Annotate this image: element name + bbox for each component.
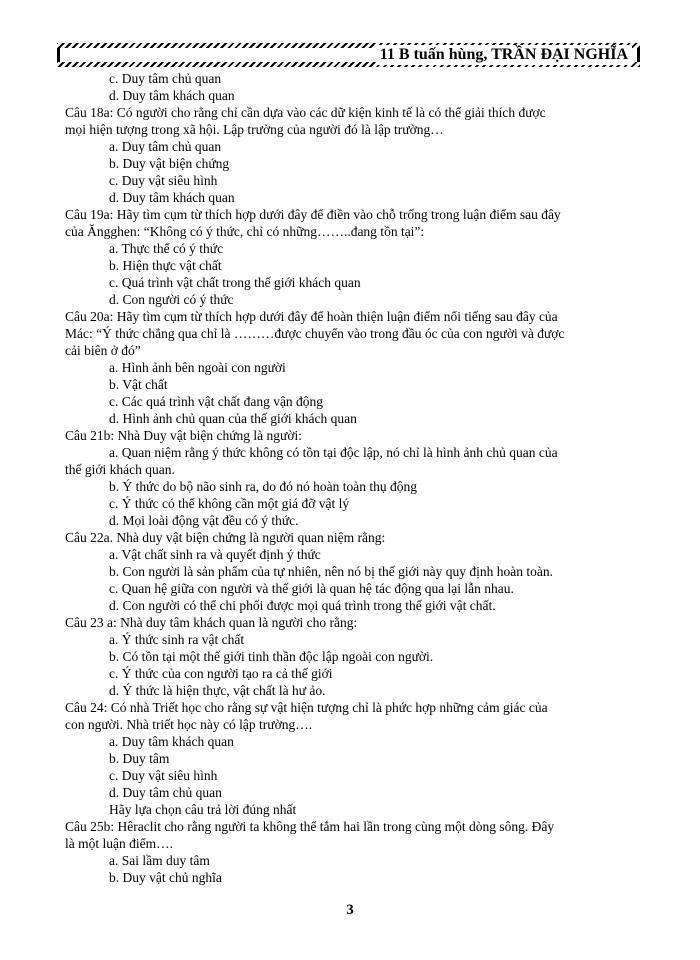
answer-option: d. Hình ảnh chủ quan của thế giới khách quan	[109, 411, 357, 426]
header-title: 11 B tuấn hùng, TRẦN ĐẠI NGHĨA	[376, 45, 632, 65]
question-line: Câu 22a. Nhà duy vật biện chứng là người quan niệm rằng:	[65, 530, 386, 545]
answer-option: Hãy lựa chọn câu trả lời đúng nhất	[109, 802, 297, 817]
answer-option: c. Các quá trình vật chất đang vận động	[109, 394, 324, 409]
answer-option: d. Con người có ý thức	[109, 292, 234, 307]
question-line: con người. Nhà triết học này có lập trường….	[65, 717, 313, 732]
answer-option: c. Duy vật siêu hình	[109, 768, 218, 783]
answer-option: c. Duy vật siêu hình	[109, 173, 218, 188]
answer-option: b. Duy vật biện chứng	[109, 156, 230, 171]
answer-option: a. Duy tâm chủ quan	[109, 139, 222, 154]
header-border-right	[637, 48, 640, 62]
answer-option: d. Duy tâm khách quan	[109, 88, 235, 103]
page-number: 3	[346, 902, 354, 918]
document-body	[65, 70, 645, 886]
answer-option: d. Ý thức là hiện thực, vật chất là hư ảo.	[109, 683, 326, 698]
page-header	[57, 43, 640, 67]
question-line: Câu 25b: Hêraclit cho rằng người ta không thể tắm hai lần trong cùng một dòng sông. Đây	[65, 819, 555, 834]
question-line: thế giới khách quan.	[65, 462, 175, 477]
answer-option: d. Mọi loài động vật đều có ý thức.	[109, 513, 299, 528]
answer-option: b. Hiện thực vật chất	[109, 258, 222, 273]
question-line: Câu 19a: Hãy tìm cụm từ thích hợp dưới đây để điền vào chỗ trống trong luận điểm sau đây	[65, 207, 561, 222]
answer-option: a. Thực thể có ý thức	[109, 241, 224, 256]
answer-option: a. Sai lầm duy tâm	[109, 853, 210, 868]
answer-option: a. Hình ảnh bên ngoài con người	[109, 360, 286, 375]
question-line: Câu 24: Có nhà Triết học cho rằng sự vật hiện tượng chỉ là phức hợp những cảm giác của	[65, 700, 548, 715]
answer-option: c. Quá trình vật chất trong thế giới khách quan	[109, 275, 361, 290]
question-line: Câu 18a: Có người cho rằng chỉ cần dựa vào các dữ kiện kinh tế là có thể giải thích được	[65, 105, 546, 120]
question-line: Câu 23 a: Nhà duy tâm khách quan là người cho rằng:	[65, 615, 358, 630]
answer-option: d. Duy tâm chủ quan	[109, 785, 222, 800]
answer-option: a. Vật chất sinh ra và quyết định ý thức	[109, 547, 321, 562]
question-line: của Ăngghen: “Không có ý thức, chỉ có những……..đang tồn tại”:	[65, 224, 425, 239]
question-line: Mác: “Ý thức chẳng qua chỉ là ………được chuyển vào trong đầu óc của con người và được	[65, 326, 565, 341]
question-line: cải biên ở đó”	[65, 343, 141, 358]
answer-option: d. Con người có thể chi phối được mọi quá trình trong thế giới vật chất.	[109, 598, 496, 613]
answer-option: a. Duy tâm khách quan	[109, 734, 234, 749]
answer-option: c. Ý thức của con người tạo ra cả thế giới	[109, 666, 333, 681]
question-line: mọi hiện tượng trong xã hội. Lập trường của người đó là lập trường…	[65, 122, 444, 137]
header-border-left	[57, 48, 60, 62]
answer-option: b. Duy tâm	[109, 751, 170, 766]
answer-option: b. Con người là sản phẩm của tự nhiên, nên nó bị thế giới này quy định hoàn toàn.	[109, 564, 553, 579]
answer-option: b. Có tồn tại một thế giới tinh thần độc lập ngoài con người.	[109, 649, 434, 664]
answer-option: c. Ý thức có thể không cần một giá đỡ vật lý	[109, 496, 350, 511]
question-line: Câu 21b: Nhà Duy vật biện chứng là người:	[65, 428, 302, 443]
question-line: là một luận điểm….	[65, 836, 173, 851]
answer-option: c. Quan hệ giữa con người và thế giới là quan hệ tác động qua lại lẫn nhau.	[109, 581, 514, 596]
answer-option: c. Duy tâm chủ quan	[109, 71, 222, 86]
question-line: Câu 20a: Hãy tìm cụm từ thích hợp dưới đây để hoàn thiện luận điểm nổi tiếng sau đây của	[65, 309, 558, 324]
answer-option: b. Vật chất	[109, 377, 168, 392]
answer-option: d. Duy tâm khách quan	[109, 190, 235, 205]
answer-option: a. Ý thức sinh ra vật chất	[109, 632, 245, 647]
answer-option: b. Duy vật chủ nghĩa	[109, 870, 222, 885]
answer-option: a. Quan niệm rằng ý thức không có tồn tại độc lập, nó chỉ là hình ảnh chủ quan của	[109, 445, 558, 460]
answer-option: b. Ý thức do bộ não sinh ra, do đó nó hoàn toàn thụ động	[109, 479, 418, 494]
